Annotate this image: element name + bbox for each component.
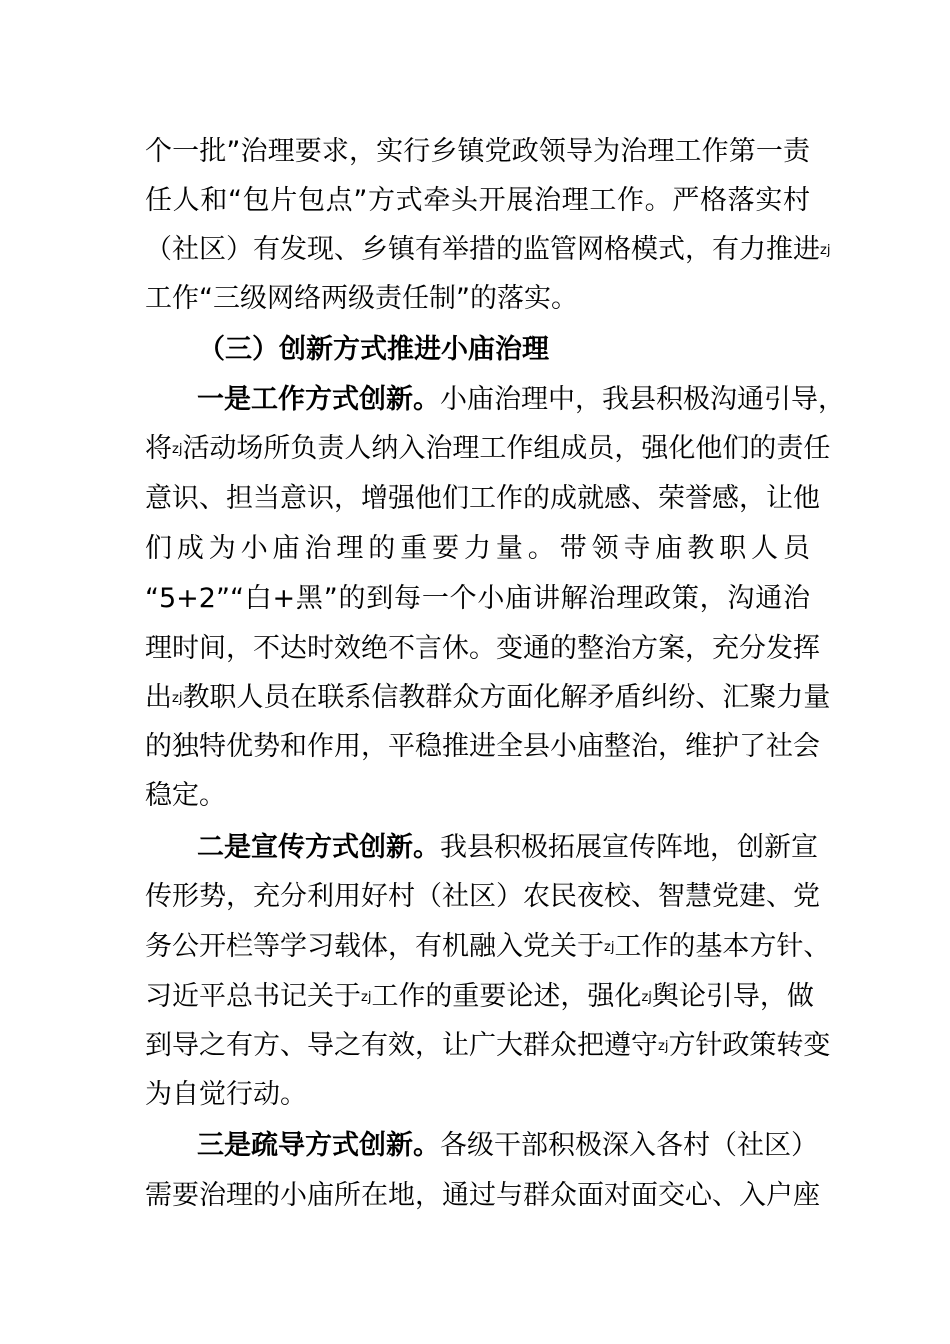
paragraph1-line1 (145, 127, 810, 177)
text: 我县积极拓展宣传阵地，创新宣 (440, 832, 818, 863)
text: 各级干部积极深入各村（社区） (440, 1130, 818, 1161)
paragraph2-line9 (145, 771, 810, 821)
small-mark: zj (172, 691, 183, 706)
paragraph3-line6 (145, 1070, 810, 1120)
paragraph3-line1 (197, 823, 818, 873)
text: 工作的重要论述，强化 (371, 981, 642, 1012)
small-mark: zj (658, 1039, 669, 1054)
text: 们成为小庙治理的重要力量。带领寺庙教职人员 (145, 533, 810, 564)
paragraph2-line8 (145, 722, 820, 772)
text: 到导之有方、导之有效，让广大群众把遵守 (145, 1030, 658, 1061)
paragraph3-line5 (145, 1021, 831, 1071)
paragraph2-line2 (145, 424, 831, 474)
paragraph4-line1 (197, 1121, 818, 1171)
section-heading: （三）创新方式推进小庙治理 (198, 334, 549, 365)
paragraph3-line3 (145, 922, 831, 972)
text: 教职人员在联系信教群众方面化解矛盾纠纷、汇聚力量 (182, 682, 831, 713)
text: 活动场所负责人纳入治理工作组成员，强化他们的责任 (182, 433, 831, 464)
paragraph-lead: 一是工作方式创新。 (197, 384, 440, 415)
text: 的独特优势和作用，平稳推进全县小庙整治，维护了社会 (145, 731, 820, 762)
paragraph2-line6 (145, 624, 820, 674)
paragraph1-line4 (145, 274, 810, 324)
small-mark: zj (604, 940, 615, 955)
paragraph-lead: 二是宣传方式创新。 (197, 832, 440, 863)
paragraph4-line2 (145, 1171, 820, 1221)
text: 任人和“包片包点”方式牵头开展治理工作。严格落实村 (145, 185, 810, 216)
text: 习近平总书记关于 (145, 981, 361, 1012)
text: 出 (145, 682, 172, 713)
text: 个一批”治理要求，实行乡镇党政领导为治理工作第一责 (145, 136, 810, 167)
text: 稳定。 (145, 780, 226, 811)
text: 需要治理的小庙所在地，通过与群众面对面交心、入户座 (145, 1180, 820, 1211)
small-mark: zj (820, 243, 831, 258)
paragraph2-line4 (145, 524, 810, 574)
text: （社区）有发现、乡镇有举措的监管网格模式，有力推进 (145, 234, 820, 265)
text: 传形势，充分利用好村（社区）农民夜校、智慧党建、党 (145, 881, 820, 912)
small-mark: zj (361, 990, 372, 1005)
text: 意识、担当意识，增强他们工作的成就感、荣誉感，让他 (145, 483, 820, 514)
paragraph1-line2 (145, 176, 810, 226)
text: 为自觉行动。 (145, 1079, 307, 1110)
text: 舆论引导，做 (651, 981, 814, 1012)
text: 务公开栏等学习载体，有机融入党关于 (145, 931, 604, 962)
paragraph-lead: 三是疏导方式创新。 (197, 1130, 440, 1161)
small-mark: zj (172, 442, 183, 457)
paragraph2-line7 (145, 673, 831, 723)
text: 理时间，不达时效绝不言休。变通的整治方案，充分发挥 (145, 633, 820, 664)
text: 工作的基本方针、 (614, 931, 831, 962)
text: 工作“三级网络两级责任制”的落实。 (145, 283, 578, 314)
paragraph3-line2 (145, 872, 820, 922)
paragraph3-line4 (145, 972, 814, 1022)
paragraph2-line1 (197, 375, 845, 425)
paragraph1-line3 (145, 225, 831, 275)
text: “5+2”“白+黑”的到每一个小庙讲解治理政策，沟通治 (145, 583, 810, 614)
small-mark: zj (641, 990, 652, 1005)
paragraph2-line5 (145, 574, 810, 624)
text: 方针政策转变 (668, 1030, 831, 1061)
paragraph2-line3 (145, 474, 820, 524)
text: 将 (145, 433, 172, 464)
text: 小庙治理中，我县积极沟通引导， (440, 384, 845, 415)
